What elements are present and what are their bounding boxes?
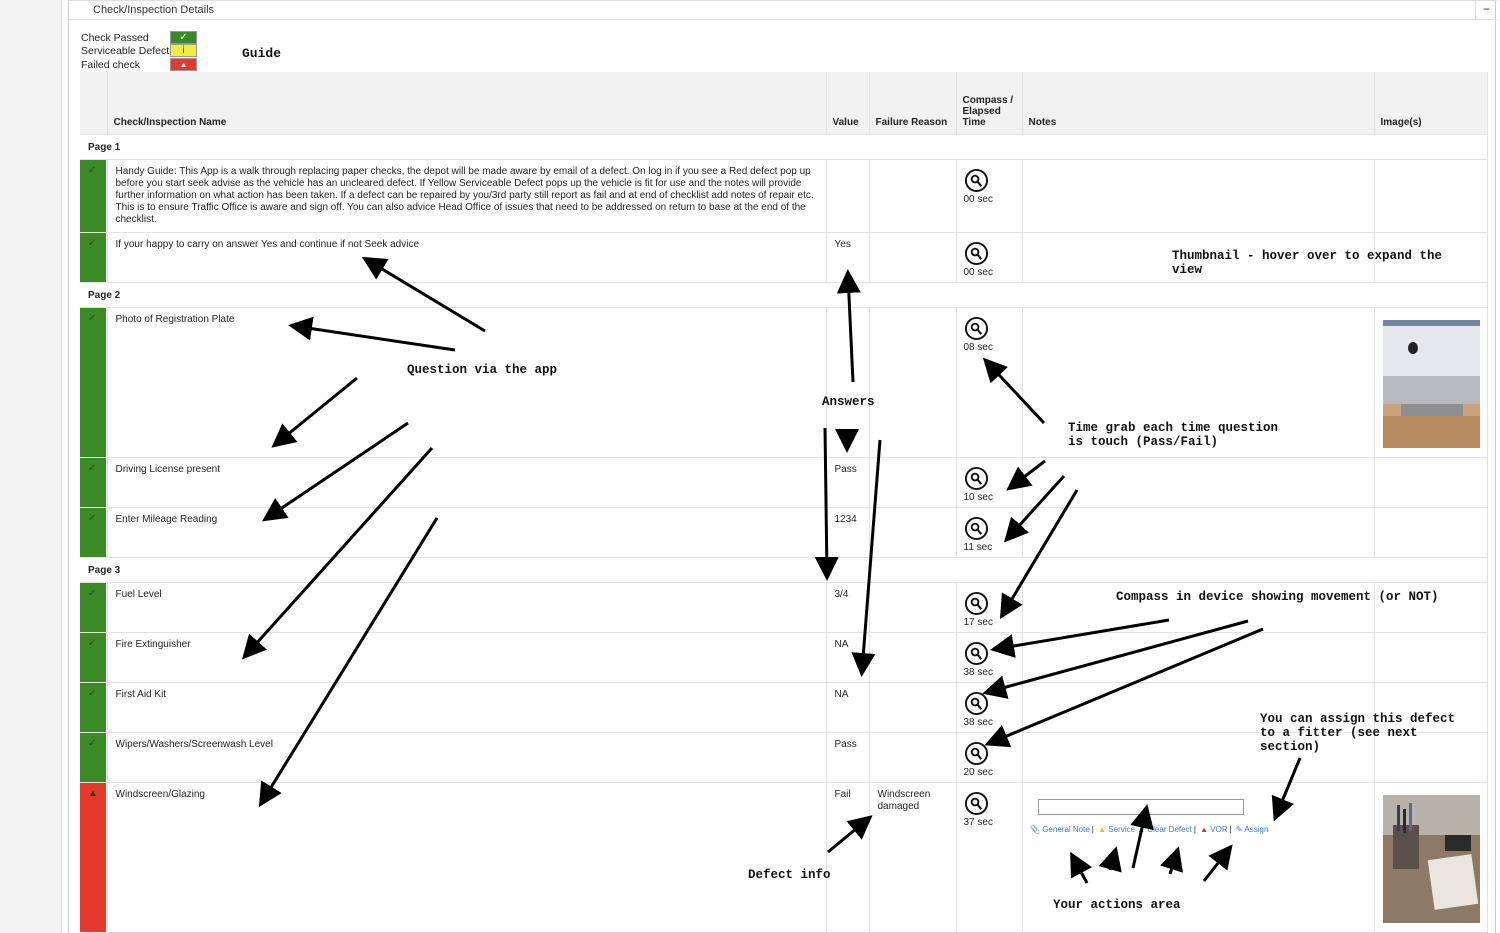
check-name: Wipers/Washers/Screenwash Level bbox=[107, 732, 826, 782]
check-passed-icon: ✓ bbox=[170, 31, 197, 44]
assign-link[interactable]: Assign bbox=[1244, 825, 1269, 834]
check-value bbox=[826, 159, 869, 232]
left-gutter bbox=[0, 0, 62, 933]
check-value: Yes bbox=[826, 232, 869, 282]
compass-cell bbox=[956, 307, 1022, 457]
compass-icon[interactable] bbox=[964, 791, 989, 816]
vor-link[interactable]: VOR bbox=[1210, 825, 1228, 834]
annotation-compass: Compass in device showing movement (or NOT) bbox=[1116, 590, 1439, 604]
check-icon: ✓ bbox=[88, 512, 97, 524]
failure-column-header: Failure Reason bbox=[869, 72, 956, 134]
image-cell bbox=[1374, 159, 1487, 232]
check-icon: ✓ bbox=[88, 164, 97, 176]
images-column-header: Image(s) bbox=[1374, 72, 1487, 134]
elapsed-time: 37 sec bbox=[963, 816, 993, 828]
compass-cell bbox=[956, 682, 1022, 732]
notes-cell bbox=[1022, 457, 1374, 507]
compass-icon[interactable] bbox=[964, 741, 989, 766]
status-cell bbox=[80, 582, 107, 632]
compass-cell bbox=[956, 782, 1022, 932]
windscreen-defect-thumbnail[interactable] bbox=[1383, 795, 1480, 923]
check-value: 3/4 bbox=[826, 582, 869, 632]
check-value: NA bbox=[826, 682, 869, 732]
serviceable-warning-icon: ▲ bbox=[1098, 825, 1107, 834]
table-row bbox=[80, 632, 1487, 682]
failure-reason bbox=[869, 307, 956, 457]
check-name: If your happy to carry on answer Yes and continue if not Seek advice bbox=[107, 232, 826, 282]
annotation-defect-info: Defect info bbox=[748, 868, 831, 882]
vor-warning-icon: ▲ bbox=[1200, 825, 1209, 834]
failure-reason bbox=[869, 507, 956, 557]
compass-icon[interactable] bbox=[964, 691, 989, 716]
check-icon: ✓ bbox=[88, 462, 97, 474]
annotation-actions-area: Your actions area bbox=[1053, 898, 1181, 912]
check-icon: ✓ bbox=[88, 237, 97, 249]
legend-failed-label: Failed check bbox=[81, 59, 140, 71]
status-cell bbox=[80, 732, 107, 782]
check-icon: ✓ bbox=[88, 687, 97, 699]
elapsed-time: 10 sec bbox=[963, 491, 993, 503]
legend-passed-label: Check Passed bbox=[81, 32, 149, 44]
check-name: Photo of Registration Plate bbox=[107, 307, 826, 457]
status-cell bbox=[80, 232, 107, 282]
table-header-row bbox=[80, 72, 1487, 134]
annotation-answers: Answers bbox=[822, 395, 875, 409]
panel-title: Check/Inspection Details bbox=[93, 4, 215, 16]
annotation-time-grab: Time grab each time question is touch (Pass/Fail) bbox=[1068, 421, 1279, 449]
assign-icon: ✎ bbox=[1235, 825, 1243, 834]
image-cell bbox=[1374, 632, 1487, 682]
annotation-assign: You can assign this defect to a fitter (see next section) bbox=[1260, 712, 1456, 754]
failure-reason bbox=[869, 682, 956, 732]
warning-icon: ▲ bbox=[88, 787, 98, 799]
clear-defect-link[interactable]: Clear Defect bbox=[1147, 825, 1192, 834]
panel-header bbox=[69, 0, 1497, 20]
serviceable-defect-icon: i bbox=[170, 44, 197, 57]
status-cell bbox=[80, 782, 107, 932]
status-cell bbox=[80, 507, 107, 557]
check-icon: ✓ bbox=[88, 312, 97, 324]
elapsed-time: 38 sec bbox=[963, 666, 993, 678]
defect-note-input[interactable] bbox=[1038, 799, 1244, 815]
compass-cell bbox=[956, 232, 1022, 282]
elapsed-time: 00 sec bbox=[963, 266, 993, 278]
check-name: Handy Guide: This App is a walk through replacing paper checks, the depot will be made aware by email of a defect. On log in if you see a Red defect pop up before you start seek advise as the vehicle has an uncleared defect. If Yellow Serviceable Defect pops up the vehicle is fit for use and the notes will provide further information on what action has been taken. If a defect can be repaired by you/3rd party still report as fail and at end of checklist add notes of repair etc. This is to ensure Traffic Office is aware and sign off. You can also advice Head Office of issues that need to be addressed on return to base at the end of the checklist. bbox=[107, 159, 826, 232]
annotation-question: Question via the app bbox=[407, 363, 558, 377]
failed-check-icon: ▲ bbox=[170, 58, 197, 71]
annotation-thumbnail: Thumbnail - hover over to expand the view bbox=[1172, 249, 1443, 277]
compass-icon[interactable] bbox=[964, 241, 989, 266]
failure-reason bbox=[869, 159, 956, 232]
elapsed-time: 00 sec bbox=[963, 193, 993, 205]
check-value: NA bbox=[826, 632, 869, 682]
compass-icon[interactable] bbox=[964, 591, 989, 616]
general-note-link[interactable]: General Note bbox=[1042, 825, 1090, 834]
name-column-header: Check/Inspection Name bbox=[107, 72, 826, 134]
notes-column-header: Notes bbox=[1022, 72, 1374, 134]
value-column-header: Value bbox=[826, 72, 869, 134]
failure-reason bbox=[869, 732, 956, 782]
check-name: Fuel Level bbox=[107, 582, 826, 632]
status-cell bbox=[80, 457, 107, 507]
status-cell bbox=[80, 307, 107, 457]
compass-cell bbox=[956, 732, 1022, 782]
table-row bbox=[80, 457, 1487, 507]
check-icon: ✓ bbox=[88, 637, 97, 649]
check-icon: ✓ bbox=[88, 587, 97, 599]
annotation-guide: Guide bbox=[242, 46, 282, 61]
collapse-button[interactable]: − bbox=[1475, 1, 1497, 20]
registration-plate-thumbnail[interactable] bbox=[1383, 320, 1480, 448]
image-cell bbox=[1374, 507, 1487, 557]
inspection-table bbox=[80, 72, 1487, 933]
check-name: First Aid Kit bbox=[107, 682, 826, 732]
check-name: Windscreen/Glazing bbox=[107, 782, 826, 932]
failure-reason bbox=[869, 232, 956, 282]
serviceable-link[interactable]: Service bbox=[1108, 825, 1135, 834]
image-cell bbox=[1374, 782, 1487, 932]
page-header: Page 1 bbox=[80, 134, 1487, 159]
check-value bbox=[826, 307, 869, 457]
check-icon: ✓ bbox=[88, 737, 97, 749]
status-cell bbox=[80, 682, 107, 732]
elapsed-time: 38 sec bbox=[963, 716, 993, 728]
page-header: Page 2 bbox=[80, 282, 1487, 307]
image-cell bbox=[1374, 307, 1487, 457]
failure-reason bbox=[869, 457, 956, 507]
legend-serviceable-label: Serviceable Defect bbox=[81, 45, 170, 57]
compass-icon[interactable] bbox=[964, 516, 989, 541]
page-header: Page 3 bbox=[80, 557, 1487, 582]
notes-cell bbox=[1022, 159, 1374, 232]
defect-actions: 📎 General Note | ▲ Service ▲ Clear Defect | ▲ VOR | ✎ Assign bbox=[1030, 825, 1269, 834]
status-cell bbox=[80, 159, 107, 232]
clear-defect-icon: ▲ bbox=[1137, 825, 1146, 834]
status-cell bbox=[80, 632, 107, 682]
compass-icon[interactable] bbox=[964, 168, 989, 193]
check-value: Pass bbox=[826, 457, 869, 507]
check-name: Enter Mileage Reading bbox=[107, 507, 826, 557]
compass-cell bbox=[956, 457, 1022, 507]
compass-icon[interactable] bbox=[964, 316, 989, 341]
compass-icon[interactable] bbox=[964, 641, 989, 666]
compass-icon[interactable] bbox=[964, 466, 989, 491]
failure-reason bbox=[869, 582, 956, 632]
compass-cell bbox=[956, 507, 1022, 557]
compass-cell bbox=[956, 582, 1022, 632]
elapsed-time: 17 sec bbox=[963, 616, 993, 628]
check-value: Pass bbox=[826, 732, 869, 782]
check-value: Fail bbox=[826, 782, 869, 932]
elapsed-time: 20 sec bbox=[963, 766, 993, 778]
failure-reason bbox=[869, 632, 956, 682]
compass-cell bbox=[956, 632, 1022, 682]
check-name: Fire Extinguisher bbox=[107, 632, 826, 682]
notes-cell bbox=[1022, 632, 1374, 682]
table-row bbox=[80, 159, 1487, 232]
image-cell bbox=[1374, 457, 1487, 507]
failure-reason: Windscreen damaged bbox=[869, 782, 956, 932]
table-row bbox=[80, 782, 1487, 932]
table-row bbox=[80, 507, 1487, 557]
check-value: 1234 bbox=[826, 507, 869, 557]
notes-cell bbox=[1022, 507, 1374, 557]
elapsed-time: 08 sec bbox=[963, 341, 993, 353]
check-name: Driving License present bbox=[107, 457, 826, 507]
paperclip-icon: 📎 bbox=[1030, 825, 1040, 834]
elapsed-time: 11 sec bbox=[963, 541, 993, 553]
status-column-header bbox=[80, 72, 107, 134]
compass-cell bbox=[956, 159, 1022, 232]
compass-column-header: Compass / Elapsed Time bbox=[956, 72, 1022, 134]
